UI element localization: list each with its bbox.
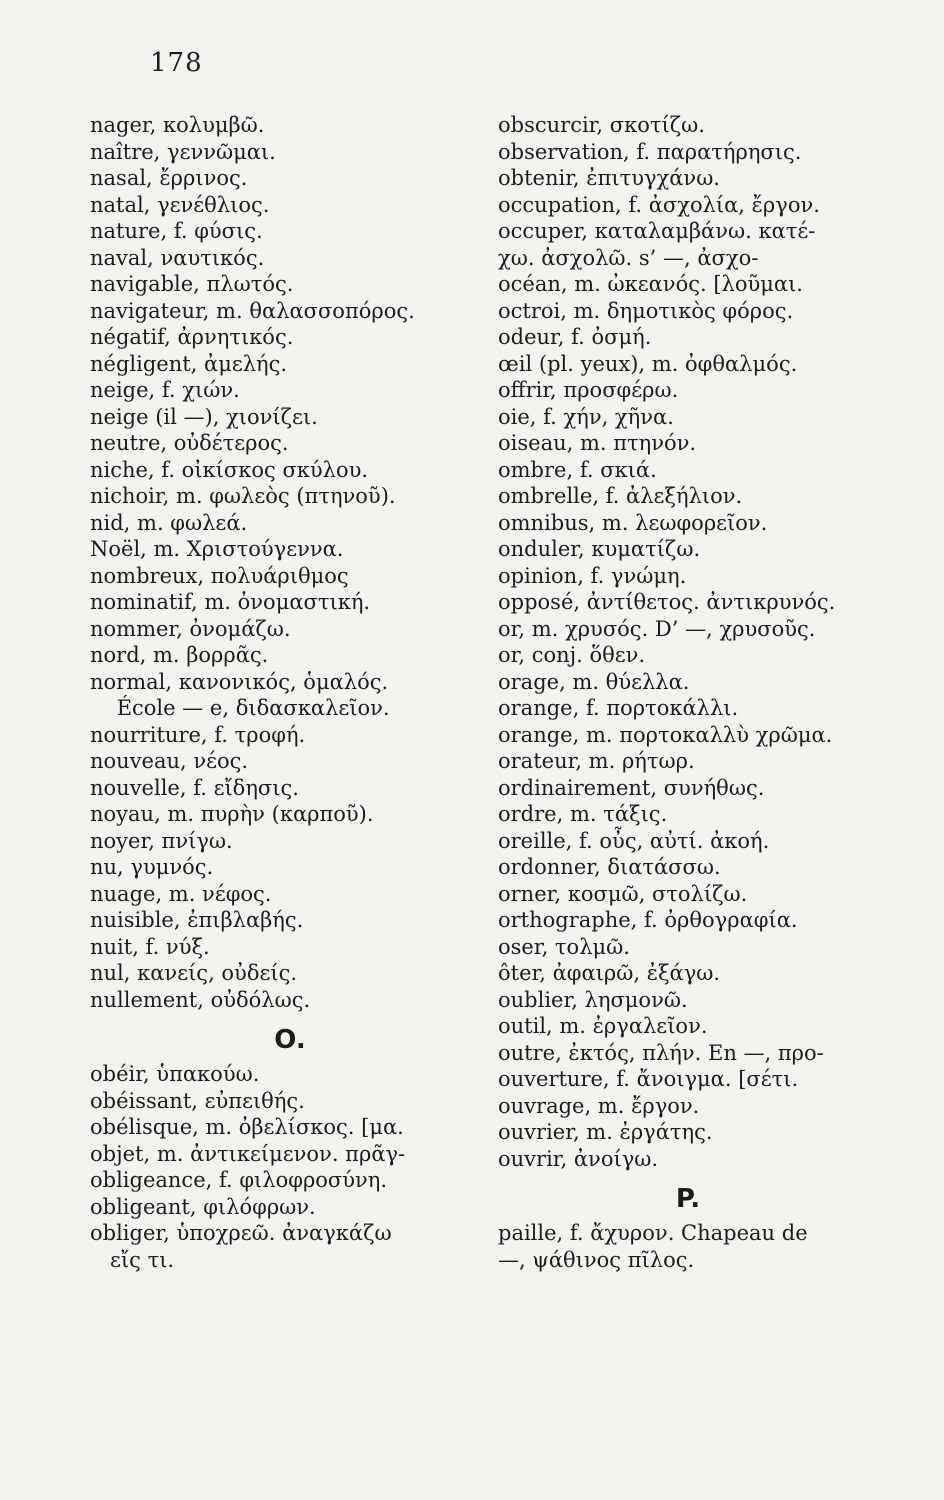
entry: océan, m. ὠκεανός. [λοῦμαι. — [498, 272, 803, 296]
entry: École — e, διδασκαλεῖον. — [90, 696, 390, 720]
entry: nombreux, πολυάριθμος — [90, 563, 349, 588]
entry: nuit, f. νύξ. — [90, 934, 210, 959]
entry: orner, κοσμῶ, στολίζω. — [498, 881, 748, 906]
entry: orage, m. θύελλα. — [498, 669, 690, 694]
entry: observation, f. παρατήρησις. — [498, 139, 802, 164]
entries-n — [90, 112, 490, 1013]
entry: obligeance, f. φιλοφροσύνη. — [90, 1168, 388, 1192]
entry: nouvelle, f. εἴδησις. — [90, 775, 299, 800]
right-column — [498, 112, 918, 1273]
entries-o — [90, 1061, 490, 1273]
entry: natal, γενέθλιος. — [90, 192, 270, 217]
entry: ombrelle, f. ἀλεξήλιον. — [498, 484, 743, 508]
entry: nid, m. φωλεά. — [90, 510, 248, 535]
section-heading-p: P. — [675, 1184, 701, 1214]
entry: ôter, ἀφαιρῶ, ἐξάγω. — [498, 961, 721, 985]
left-column — [90, 112, 490, 1273]
entry: orateur, m. ρήτωρ. — [498, 749, 695, 773]
entry: naval, ναυτικός. — [90, 245, 265, 270]
entry: orthographe, f. ὀρθογραφία. — [498, 908, 798, 932]
entry: paille, f. ἄχυρον. Chapeau de — [498, 1221, 808, 1245]
entry: outil, m. ἐργαλεῖον. — [498, 1014, 708, 1038]
entry: obtenir, ἐπιτυγχάνω. — [498, 166, 720, 190]
entry: négatif, ἀρνητικός. — [90, 325, 294, 349]
entry: nasal, ἔρρινος. — [90, 166, 248, 190]
entry: ouvrir, ἀνοίγω. — [498, 1146, 659, 1171]
entry: nullement, οὐδόλως. — [90, 987, 311, 1012]
entry: orange, f. πορτοκάλλι. — [498, 696, 739, 720]
entry: χω. ἀσχολῶ. s’ —, ἀσχο- — [498, 245, 759, 270]
entry: oreille, f. οὖς, αὐτί. ἀκοή. — [498, 828, 770, 853]
entry: oser, τολμῶ. — [498, 934, 630, 959]
entry: octroi, m. δημοτικὸς φόρος. — [498, 298, 794, 323]
entry: occuper, καταλαμβάνω. κατέ- — [498, 219, 816, 243]
entry: occupation, f. ἀσχολία, ἔργον. — [498, 192, 820, 217]
entry: ouverture, f. ἄνοιγμα. [σέτι. — [498, 1067, 799, 1091]
entry: ouvrier, m. ἐργάτης. — [498, 1120, 713, 1144]
entry: ordre, m. τάξις. — [498, 802, 668, 826]
entry: niche, f. οἰκίσκος σκύλου. — [90, 457, 369, 482]
entry: nuisible, ἐπιβλαβής. — [90, 908, 304, 932]
entry: naître, γεννῶμαι. — [90, 139, 276, 164]
entry: obscurcir, σκοτίζω. — [498, 113, 705, 137]
entry: navigateur, m. θαλασσοπόρος. — [90, 298, 415, 323]
entry: ouvrage, m. ἔργον. — [498, 1093, 700, 1118]
entry: —, ψάθινος πῖλος. — [498, 1247, 695, 1272]
entry: nord, m. βορρᾶς. — [90, 643, 269, 667]
entry: navigable, πλωτός. — [90, 272, 294, 296]
entries-p — [498, 1220, 918, 1273]
entry: opinion, f. γνώμη. — [498, 563, 687, 588]
entry: nuage, m. νέφος. — [90, 881, 272, 906]
entry: objet, m. ἀντικείμενον. πρᾶγ- — [90, 1141, 406, 1166]
entry: œil (pl. yeux), m. ὀφθαλμός. — [498, 351, 798, 376]
entry: nommer, ὀνομάζω. — [90, 616, 291, 641]
entry: onduler, κυματίζω. — [498, 537, 701, 561]
entry: offrir, προσφέρω. — [498, 378, 679, 402]
entry: oiseau, m. πτηνόν. — [498, 431, 697, 455]
entry: obéissant, εὐπειθής. — [90, 1088, 305, 1113]
entry: obélisque, m. ὀβελίσκος. [μα. — [90, 1115, 404, 1139]
entry: or, m. χρυσός. D’ —, χρυσοῦς. — [498, 616, 816, 641]
entry: ordinairement, συνήθως. — [498, 775, 765, 800]
entry: omnibus, m. λεωφορεῖον. — [498, 510, 768, 535]
entry: odeur, f. ὀσμή. — [498, 325, 652, 349]
entries-o-continued — [498, 112, 918, 1172]
entry: or, conj. ὅθεν. — [498, 643, 646, 667]
entry: normal, κανονικός, ὁμαλός. — [90, 669, 389, 694]
entry: négligent, ἀμελής. — [90, 351, 288, 376]
entry: ordonner, διατάσσω. — [498, 855, 721, 879]
entry: nichoir, m. φωλεὸς (πτηνοῦ). — [90, 484, 396, 508]
section-heading-o: O. — [274, 1025, 306, 1055]
entry: neige, f. χιών. — [90, 378, 240, 402]
entry: orange, m. πορτοκαλλὺ χρῶμα. — [498, 722, 833, 747]
entry: obliger, ὑποχρεῶ. ἀναγκάζω — [90, 1221, 392, 1245]
entry: nouveau, νέος. — [90, 749, 249, 773]
entry: neige (il —), χιονίζει. — [90, 404, 318, 429]
entry: nominatif, m. ὀνομαστική. — [90, 590, 371, 614]
entry: Noël, m. Χριστούγεννα. — [90, 537, 344, 561]
entry: nature, f. φύσις. — [90, 219, 263, 243]
entry: neutre, οὐδέτερος. — [90, 431, 289, 455]
entry: nourriture, f. τροφή. — [90, 722, 306, 747]
entry: εἴς τι. — [90, 1247, 175, 1272]
entry: noyau, m. πυρὴν (καρποῦ). — [90, 802, 374, 826]
entry: nul, κανείς, οὐδείς. — [90, 961, 298, 985]
entry: obéir, ὑπακούω. — [90, 1062, 260, 1086]
entry: outre, ἐκτός, πλήν. En —, προ- — [498, 1040, 824, 1065]
entry: opposé, ἀντίθετος. ἀντικρυνός. — [498, 590, 836, 614]
entry: obligeant, φιλόφρων. — [90, 1194, 316, 1219]
entry: noyer, πνίγω. — [90, 828, 233, 853]
entry: oublier, λησμονῶ. — [498, 987, 688, 1012]
entry: nu, γυμνός. — [90, 855, 214, 879]
page-number: 178 — [150, 48, 203, 78]
entry: nager, κολυμβῶ. — [90, 113, 265, 137]
entry: ombre, f. σκιά. — [498, 457, 657, 482]
entry: oie, f. χήν, χῆνα. — [498, 404, 674, 429]
